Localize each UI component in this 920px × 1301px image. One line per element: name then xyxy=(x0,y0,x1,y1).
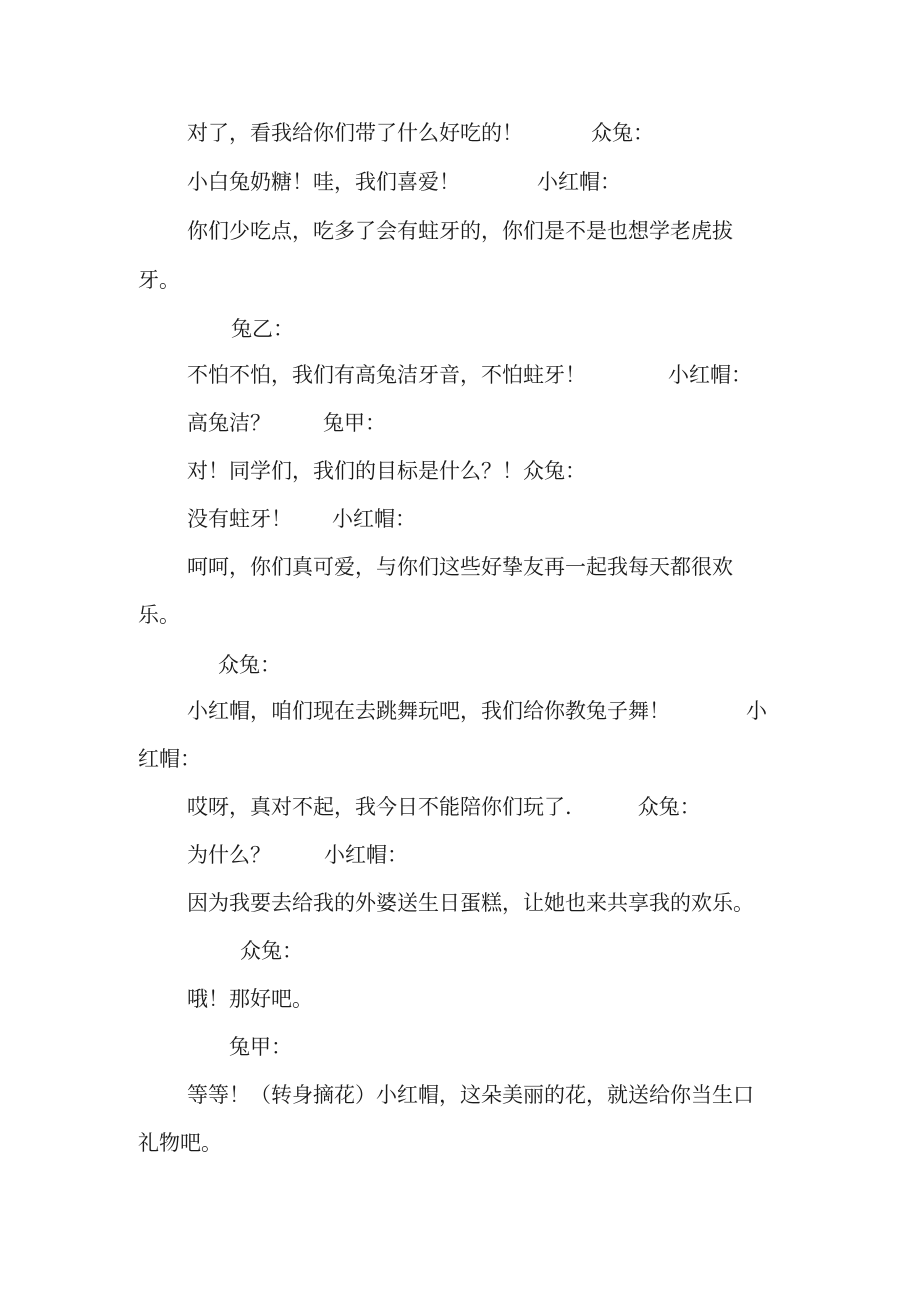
speaker-label: 小 xyxy=(746,699,767,723)
script-line-21 xyxy=(187,1082,754,1108)
line-text: 哦！那好吧。 xyxy=(187,987,313,1011)
script-line-19 xyxy=(187,986,313,1012)
line-text: 不怕不怕，我们有高兔洁牙音，不怕蛀牙！ xyxy=(187,363,586,387)
script-line-18 xyxy=(240,938,303,964)
script-line-15 xyxy=(187,794,701,820)
line-text: 等等！（转身摘花）小红帽，这朵美丽的花，就送给你当生口 xyxy=(187,1083,754,1107)
script-line-5 xyxy=(231,316,294,342)
speaker-label: 兔甲： xyxy=(229,1035,292,1059)
script-line-6 xyxy=(187,362,752,388)
line-text: 没有蛀牙！ xyxy=(187,507,292,531)
speaker-label: 兔乙： xyxy=(231,317,294,341)
script-line-14 xyxy=(138,746,201,772)
script-line-20 xyxy=(229,1034,292,1060)
line-text: 红帽： xyxy=(138,747,201,771)
script-line-13 xyxy=(187,698,767,724)
line-text: 为什么？ xyxy=(187,843,271,867)
line-text: 因为我要去给我的外婆送生日蛋糕，让她也来共享我的欢乐。 xyxy=(187,891,754,915)
speaker-label: 兔甲： xyxy=(323,411,386,435)
script-line-17 xyxy=(187,890,754,916)
script-line-9 xyxy=(187,506,416,532)
speaker-label: 小红帽： xyxy=(324,843,408,867)
script-line-8 xyxy=(187,458,586,484)
script-line-1 xyxy=(187,120,654,146)
script-line-11 xyxy=(138,602,180,628)
speaker-label: 众兔： xyxy=(637,795,701,819)
line-text: 乐。 xyxy=(138,603,180,627)
line-text: 对了，看我给你们带了什么好吃的！ xyxy=(187,121,523,145)
line-text: 你们少吃点，吃多了会有蛀牙的，你们是不是也想学老虎拔 xyxy=(187,219,733,243)
script-line-2 xyxy=(187,169,621,195)
line-text: 小白兔奶糖！哇，我们喜爱！ xyxy=(187,170,460,194)
script-line-10 xyxy=(187,554,733,580)
line-text: 高兔洁？ xyxy=(187,411,271,435)
line-text: 礼物吧。 xyxy=(138,1131,222,1155)
speaker-label: 众兔： xyxy=(218,653,281,677)
script-line-12 xyxy=(218,652,281,678)
line-text: 哎呀，真对不起，我今日不能陪你们玩了. xyxy=(187,795,572,819)
line-text: 小红帽，咱们现在去跳舞玩吧，我们给你教兔子舞！ xyxy=(187,699,670,723)
speaker-label: 小红帽： xyxy=(332,507,416,531)
line-text: 呵呵，你们真可爱，与你们这些好挚友再一起我每天都很欢 xyxy=(187,555,733,579)
script-line-22 xyxy=(138,1130,222,1156)
script-line-3 xyxy=(187,218,733,244)
script-line-4 xyxy=(138,267,180,293)
line-text: 对！同学们，我们的目标是什么？！众兔： xyxy=(187,459,586,483)
speaker-label: 小红帽： xyxy=(668,363,752,387)
script-line-7 xyxy=(187,410,386,436)
speaker-label: 众兔： xyxy=(240,939,303,963)
speaker-label: 众兔： xyxy=(591,121,654,145)
script-line-16 xyxy=(187,842,408,868)
speaker-label: 小红帽： xyxy=(537,170,621,194)
line-text: 牙。 xyxy=(138,268,180,292)
